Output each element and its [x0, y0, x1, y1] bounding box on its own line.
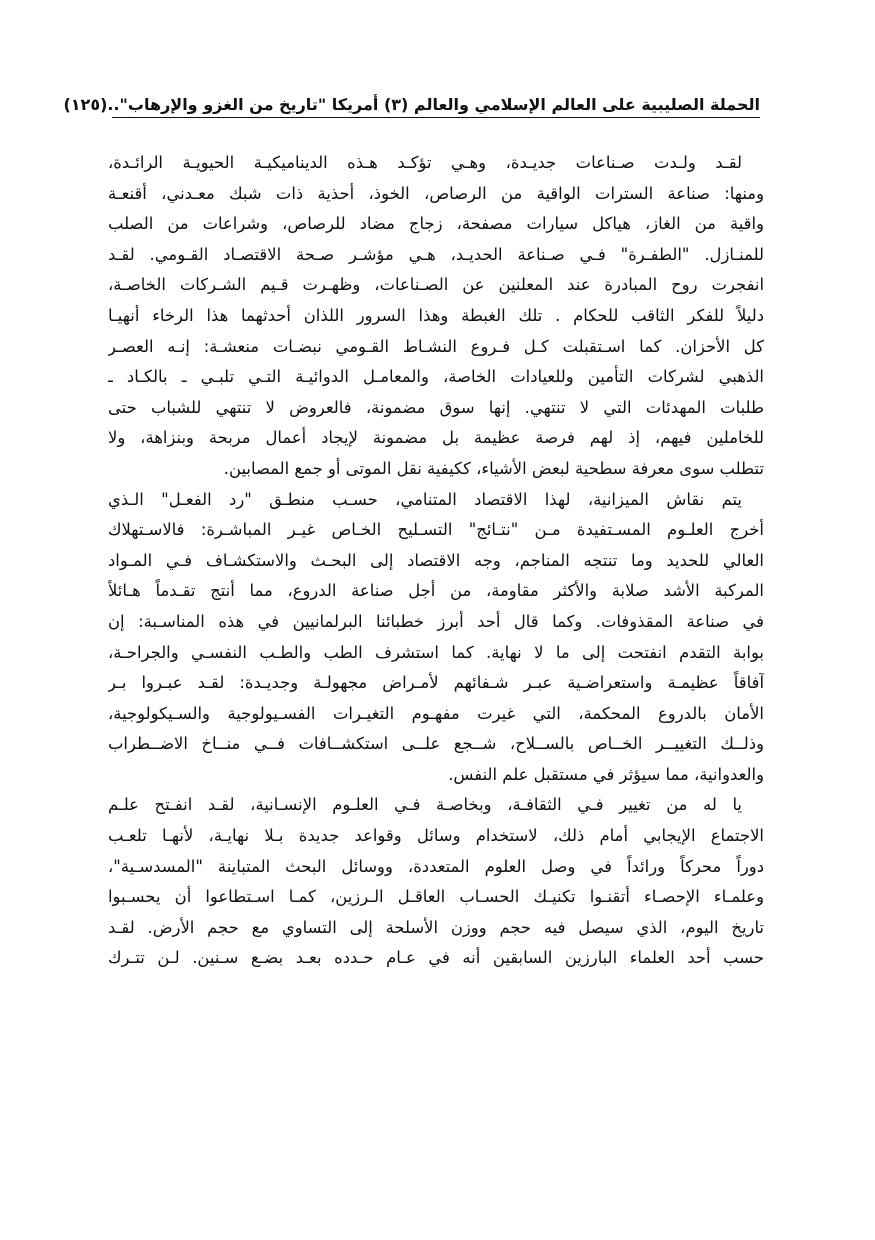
paragraph-1	[108, 148, 764, 485]
text-line: يتم نقاش الميزانية، لهذا الاقتصاد المتنامي، حسـب منطـق "رد الفعـل" الـذي	[108, 489, 742, 509]
text-line: كل الأحزان. كما اسـتقبلت كـل فـروع النشـاط القـومي نبضـات منعشـة: إنـه العصـر	[108, 336, 764, 356]
text-line: للمنـازل. "الطفـرة" فـي صـناعة الحديـد، هـي مؤشـر صـحة الاقتصـاد القـومي. لقـد	[108, 244, 764, 264]
text-line: طلبات المهدئات التي لا تنتهي. إنها سوق مضمونة، فالعروض لا تنتهي للشباب حتى	[108, 397, 764, 417]
text-line: في صناعة المقذوفات. وكما قال أحد أبرز خطبائنا البرلمانيين في هذه المناسـبة: إن	[108, 611, 764, 631]
text-line: ومنها: صناعة السترات الواقية من الرصاص، الخوذ، أحذية ذات شبك معـدني، أقنعـة	[108, 183, 764, 203]
text-line: بوابة التقدم انفتحت إلى ما لا نهاية. كما استشرف الطب والطـب النفسـي والجراحـة،	[108, 642, 764, 662]
running-header	[63, 88, 760, 116]
text-line: حسب أحد العلماء البارزين السابقين أنه في عـام حـدده بعـد بضـع سـنين. لـن تتـرك	[108, 948, 764, 968]
text-line: دوراً محركاً ورائداً في وصل العلوم المتعددة، ووسائل البحث المتباينة "المسدسـية"،	[108, 856, 764, 876]
text-line: تتطلب سوى معرفة سطحية لبعض الأشياء، ككيفية نقل الموتى أو جمع المصابين.	[223, 458, 764, 478]
text-line: آفاقاً عظيمـة واستعراضـية عبـر شـفائهم لأمـراض مجهولـة وجديـدة: لقـد عبـروا بـر	[108, 673, 764, 693]
text-line: والعدوانية، مما سيؤثر في مستقبل علم النفس.	[448, 764, 764, 784]
text-line: العالي للحديد وما تنتجه المناجم، وجه الاقتصاد إلى البحـث والاستكشـاف فـي المـواد	[108, 550, 764, 570]
text-line: أخرج العلـوم المسـتفيدة مـن "نتـائج" التسـليح الخـاص غيـر المباشـرة: فالاسـتهلاك	[108, 520, 764, 540]
text-line: واقية من الغاز، هياكل سيارات مصفحة، زجاج مضاد للرصاص، وشراعات من الصلب	[108, 214, 764, 234]
text-line: وعلمـاء الإحصـاء أتقنـوا تكنيـك الحسـاب العاقـل الـرزين، كمـا اسـتطاعوا أن يحسـبوا	[108, 887, 764, 907]
text-line: تاريخ اليوم، الذي سيصل فيه حجم ووزن الأسلحة إلى التساوي مع حجم الأرض. لقـد	[108, 917, 764, 937]
header-title: الحملة الصليبية على العالم الإسلامي والعالم (٣) أمريكا "تاريخ من الغزو والإرهاب"..	[107, 95, 760, 114]
header-rule	[112, 117, 760, 118]
text-line: الذهبي لشركات التأمين وللعيادات الخاصة، والمعامـل الدوائيـة التـي تلبـي ـ بالكـاد ـ	[108, 367, 764, 387]
text-line: دليلاً للفكر الثاقب للحكام . تلك الغبطة وهذا السرور اللذان أحدثهما هذا الرخاء أنهيـا	[108, 305, 764, 325]
text-line: وذلــك التغييــر الخــاص بالســلاح، شــجع علــى استكشــافات فــي منــاخ الاضــطراب	[108, 734, 764, 754]
paragraph-3	[108, 790, 764, 974]
text-line: يا له من تغيير فـي الثقافـة، وبخاصـة فـي العلـوم الإنسـانية، لقـد انفـتح علـم	[108, 795, 742, 815]
paragraph-2	[108, 485, 764, 791]
text-line: لقـد ولـدت صـناعات جديـدة، وهـي تؤكـد هـذه الديناميكيـة الحيويـة الرائـدة،	[108, 153, 742, 172]
text-line: المركبة الأشد صلابة والأكثر مقاومة، من أجل صناعة الدروع، مما أنتج تقـدماً هـائلاً	[108, 581, 764, 601]
text-line: الاجتماع الإيجابي أمام ذلك، لاستخدام وسائل وقواعد جديدة بـلا نهايـة، لأنهـا تلعـب	[108, 826, 764, 846]
body-text	[108, 148, 764, 974]
text-line: الأمان بالدروع المحكمة، التي غيرت مفهـوم التغيـرات الفسـيولوجية والسـيكولوجية،	[108, 703, 764, 723]
text-line: انفجرت روح المبادرة عند المعلنين عن الصـناعات، وظهـرت قـيم الشـركات الخاصـة،	[108, 275, 764, 295]
page-number: (١٢٥)	[63, 95, 108, 114]
text-line: للخاملين فيهم، إذ لهم فرصة عظيمة بل مضمونة لإيجاد أعمال مربحة وبنزاهة، ولا	[108, 428, 764, 448]
